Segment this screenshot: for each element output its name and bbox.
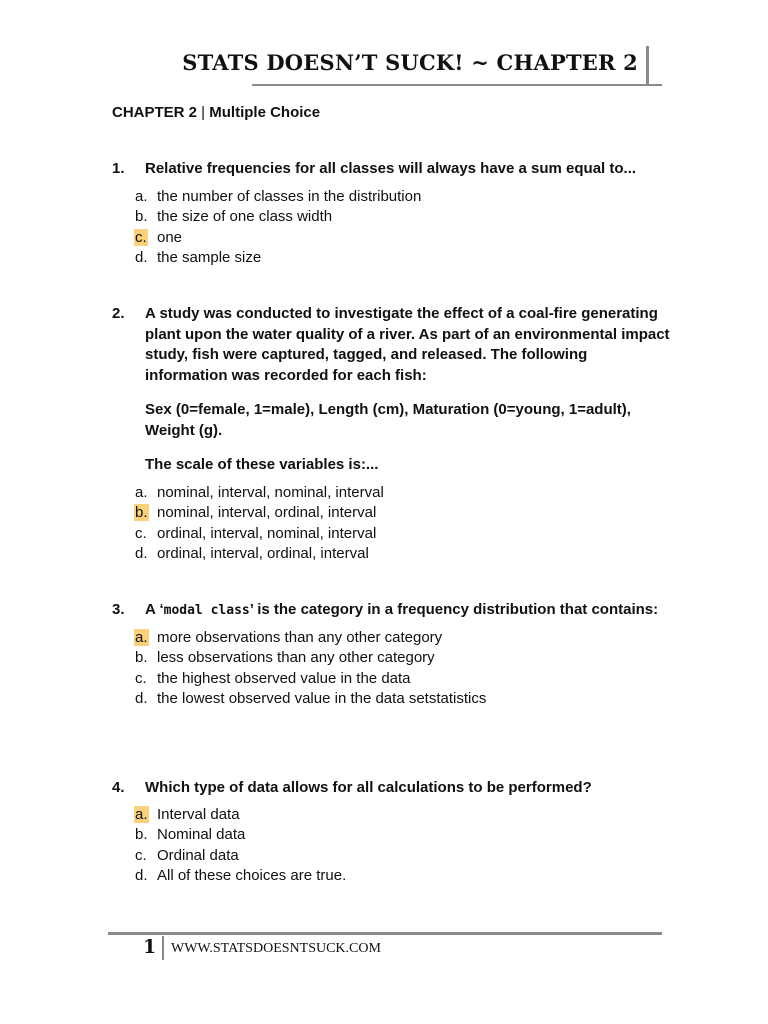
- option-a[interactable]: [112, 483, 672, 504]
- options-list: [112, 805, 672, 887]
- option-text: the lowest observed value in the data setstatistics: [157, 690, 487, 707]
- chapter-label: CHAPTER 2: [112, 104, 198, 121]
- option-c[interactable]: [112, 524, 672, 545]
- option-d[interactable]: [112, 866, 672, 887]
- option-text: nominal, interval, nominal, interval: [157, 483, 384, 501]
- option-text: Interval data: [157, 805, 240, 823]
- chapter-heading: [112, 104, 320, 121]
- options-list: [112, 483, 672, 565]
- option-c[interactable]: [112, 669, 672, 690]
- option-text: one: [157, 228, 183, 246]
- header-divider-vertical: [646, 46, 649, 86]
- option-text: less observations than any other category: [157, 649, 435, 666]
- option-letter: b.: [135, 826, 148, 843]
- footer-url[interactable]: WWW.STATSDOESNTSUCK.COM: [171, 941, 381, 956]
- chapter-separator: |: [197, 104, 210, 121]
- option-letter: a.: [135, 483, 148, 501]
- header-title: STATS DOESN’T SUCK! ~ CHAPTER 2: [182, 50, 638, 75]
- option-letter: d.: [135, 867, 148, 884]
- question-text: Which type of data allows for all calculations to be performed?: [145, 779, 592, 796]
- question-number: 1.: [112, 160, 125, 177]
- option-text: ordinal, interval, nominal, interval: [157, 524, 377, 542]
- option-text: nominal, interval, ordinal, interval: [157, 504, 377, 521]
- question-text: A ‘modal class’ is the category in a frequency distribution that contains:: [145, 601, 659, 618]
- option-b[interactable]: [112, 503, 672, 524]
- option-text: more observations than any other category: [157, 628, 443, 646]
- option-letter-highlighted: c.: [135, 228, 147, 246]
- footer-divider-horizontal: [108, 932, 662, 935]
- question-number: 3.: [112, 601, 125, 618]
- option-text: the number of classes in the distribution: [157, 187, 422, 205]
- option-a[interactable]: [112, 187, 672, 208]
- option-text: the sample size: [157, 249, 262, 266]
- option-a[interactable]: [112, 628, 672, 649]
- question-text: Relative frequencies for all classes will always have a sum equal to...: [145, 160, 637, 177]
- option-text: the size of one class width: [157, 208, 333, 225]
- option-c[interactable]: [112, 228, 672, 249]
- option-a[interactable]: [112, 805, 672, 826]
- question-number: 2.: [112, 305, 125, 322]
- page-number: 1: [143, 936, 157, 958]
- question-term: modal class: [163, 603, 250, 618]
- option-letter: b.: [135, 649, 148, 666]
- option-letter: b.: [135, 208, 148, 225]
- option-text: the highest observed value in the data: [157, 669, 411, 687]
- option-letter: d.: [135, 249, 148, 266]
- option-letter-highlighted: a.: [135, 628, 148, 646]
- question-prompt: The scale of these variables is:...: [145, 456, 379, 473]
- option-letter-highlighted: b.: [135, 504, 148, 521]
- option-d[interactable]: [112, 689, 672, 710]
- option-text: ordinal, interval, ordinal, interval: [157, 545, 369, 562]
- option-c[interactable]: [112, 846, 672, 867]
- option-letter: c.: [135, 524, 147, 542]
- option-letter: a.: [135, 187, 148, 205]
- option-b[interactable]: [112, 648, 672, 669]
- option-letter: d.: [135, 690, 148, 707]
- question-number: 4.: [112, 779, 125, 796]
- question-1: [112, 159, 672, 269]
- option-letter: c.: [135, 846, 147, 864]
- option-b[interactable]: [112, 825, 672, 846]
- question-3: [112, 600, 672, 710]
- footer-divider-vertical: [162, 936, 164, 960]
- question-variables: Sex (0=female, 1=male), Length (cm), Maturation (0=young, 1=adult), Weight (g).: [145, 401, 631, 439]
- option-d[interactable]: [112, 544, 672, 565]
- question-4: [112, 778, 672, 887]
- option-d[interactable]: [112, 248, 672, 269]
- option-b[interactable]: [112, 207, 672, 228]
- options-list: [112, 628, 672, 710]
- option-text: All of these choices are true.: [157, 867, 347, 884]
- option-letter: d.: [135, 545, 148, 562]
- header-divider-horizontal: [252, 84, 662, 86]
- question-2: [112, 304, 672, 565]
- chapter-section: Multiple Choice: [209, 104, 321, 121]
- options-list: [112, 187, 672, 269]
- option-text: Nominal data: [157, 826, 246, 843]
- question-text: A study was conducted to investigate the effect of a coal-fire generating plant upon the water quality of a river. As part of an environmental impact study, fish were captured, tagged, and released. The following information was recorded for each fish:: [145, 305, 670, 384]
- option-letter: c.: [135, 669, 147, 687]
- option-letter-highlighted: a.: [135, 805, 148, 823]
- option-text: Ordinal data: [157, 846, 239, 864]
